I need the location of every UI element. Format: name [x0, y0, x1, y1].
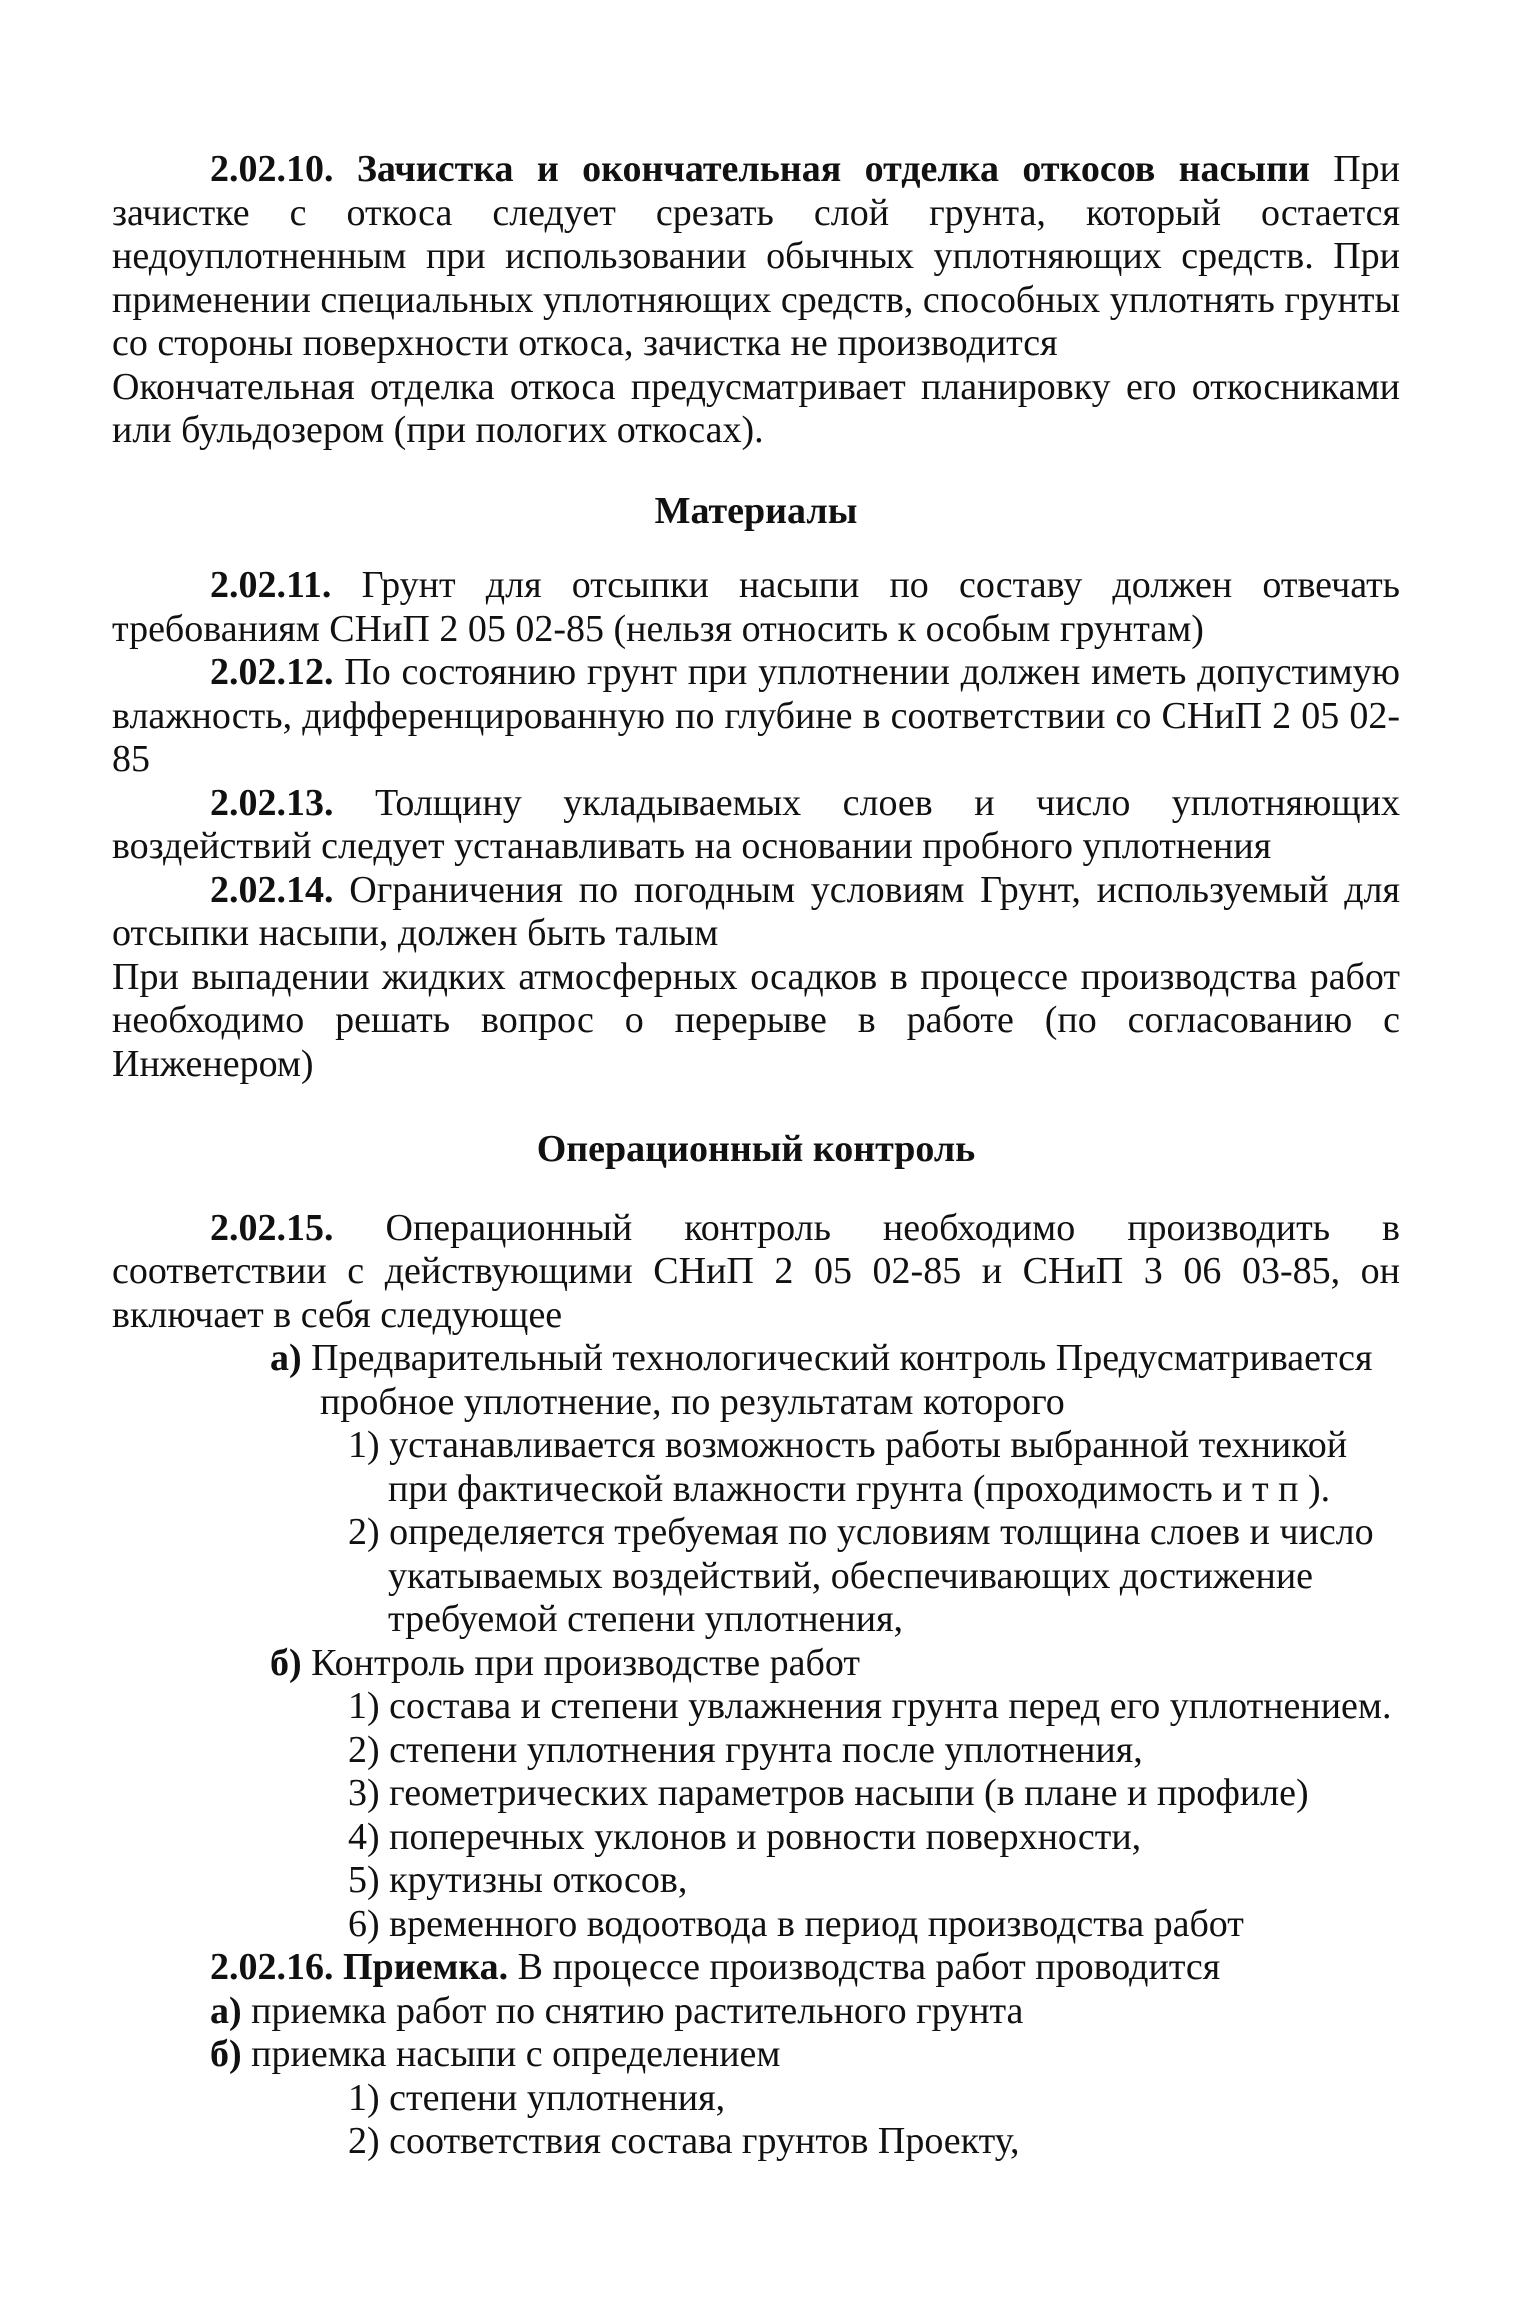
list-item-text: приемка работ по снятию растительного грунта	[251, 1989, 1024, 2032]
paragraph-rain: При выпадении жидких атмосферных осадков в процессе производства работ необходимо решать вопрос о перерыве в работе (по согласованию с Инженером)	[112, 955, 1400, 1085]
paragraph-2-02-14	[112, 869, 1400, 956]
clause-text: В процессе производства работ проводится	[517, 1946, 1221, 1988]
clause-number: 2.02.11.	[210, 564, 332, 606]
clause-number: 2.02.14.	[210, 868, 334, 911]
clause-title: Зачистка и окончательная отделка откосов насыпи	[356, 148, 1310, 190]
acceptance-item-a	[112, 1990, 1400, 2034]
sub-list-item: 2) соответствия состава грунтов Проекту,	[348, 2120, 1020, 2162]
clause-number: 2.02.15.	[210, 1206, 334, 1249]
acceptance-item-b	[112, 2033, 1400, 2077]
clause-number: 2.02.13.	[210, 781, 334, 824]
sub-list-item: 3) геометрических параметров насыпи (в плане и профиле)	[348, 1772, 1309, 1814]
paragraph-2-02-16	[112, 1946, 1400, 1990]
sub-list-item: 6) временного водоотвода в период производства работ	[348, 1902, 1244, 1945]
heading-materials: Материалы	[654, 489, 858, 532]
paragraph-2-02-15	[112, 1207, 1400, 1338]
sub-list-item: 1) состава и степени увлажнения грунта перед его уплотнением.	[348, 1685, 1392, 1727]
list-marker: а)	[210, 1989, 242, 2032]
clause-number: 2.02.16.	[210, 1946, 334, 1988]
list-item-b	[112, 1642, 1400, 1686]
list-item-text: Контроль при производстве работ	[311, 1641, 860, 1684]
clause-title: Приемка.	[343, 1946, 509, 1988]
clause-text: Ограничения по погодным условиям Грунт, используемый для отсыпки насыпи, должен быть талым	[112, 868, 1400, 954]
sub-list-item: 2) степени уплотнения грунта после уплотнения,	[348, 1728, 1143, 1771]
sub-list-item: 1) устанавливается возможность работы выбранной техникой при фактической влажности грунта (проходимость и т п ).	[348, 1424, 1348, 1510]
list-marker: б)	[210, 2033, 242, 2075]
paragraph-finish: Окончательная отделка откоса предусматривает планировку его откосниками или бульдозером (при пологих откосах).	[112, 365, 1400, 451]
sub-list-item: 2) определяется требуемая по условиям толщина слоев и число укатываемых воздействий, обеспечивающих достижение требуемой степени уплотнения,	[348, 1511, 1374, 1640]
heading-operational-control: Операционный контроль	[536, 1128, 976, 1170]
clause-text: Операционный контроль необходимо производить в соответствии с действующими СНиП 2 05 02-85 и СНиП 3 06 03-85, он включает в себя следующее	[112, 1206, 1400, 1336]
clause-text: Грунт для отсыпки насыпи по составу должен отвечать требованиям СНиП 2 05 02-85 (нельзя относить к особым грунтам)	[112, 564, 1401, 650]
paragraph-2-02-11	[112, 564, 1400, 651]
list-item-text: приемка насыпи с определением	[251, 2033, 781, 2075]
clause-text: Толщину укладываемых слоев и число уплотняющих воздействий следует устанавливать на основании пробного уплотнения	[112, 781, 1401, 867]
sub-list-item: 4) поперечных уклонов и ровности поверхности,	[348, 1815, 1142, 1858]
clause-text: При зачистке с откоса следует срезать слой грунта, который остается недоуплотненным при использовании обычных уплотняющих средств. При применении специальных уплотняющих средств, способных уплотнять грунты со стороны поверхности откоса, зачистка не производится	[112, 148, 1401, 364]
sub-list-item: 5) крутизны откосов,	[348, 1859, 688, 1901]
clause-number: 2.02.10.	[210, 148, 334, 190]
list-item-a	[112, 1337, 1400, 1424]
list-marker: б)	[270, 1641, 302, 1684]
list-marker: а)	[270, 1337, 302, 1379]
paragraph-2-02-12	[112, 651, 1400, 782]
sub-list-item: 1) степени уплотнения,	[348, 2076, 726, 2119]
document-body	[112, 148, 1400, 2164]
paragraph-2-02-13	[112, 782, 1400, 869]
paragraph-2-02-10	[112, 148, 1400, 366]
clause-number: 2.02.12.	[210, 651, 334, 693]
clause-text: По состоянию грунт при уплотнении должен иметь допустимую влажность, дифференцированную по глубине в соответствии со СНиП 2 05 02-85	[112, 651, 1400, 780]
list-item-text: Предварительный технологический контроль Предусматривается пробное уплотнение, по результатам которого	[311, 1337, 1373, 1423]
